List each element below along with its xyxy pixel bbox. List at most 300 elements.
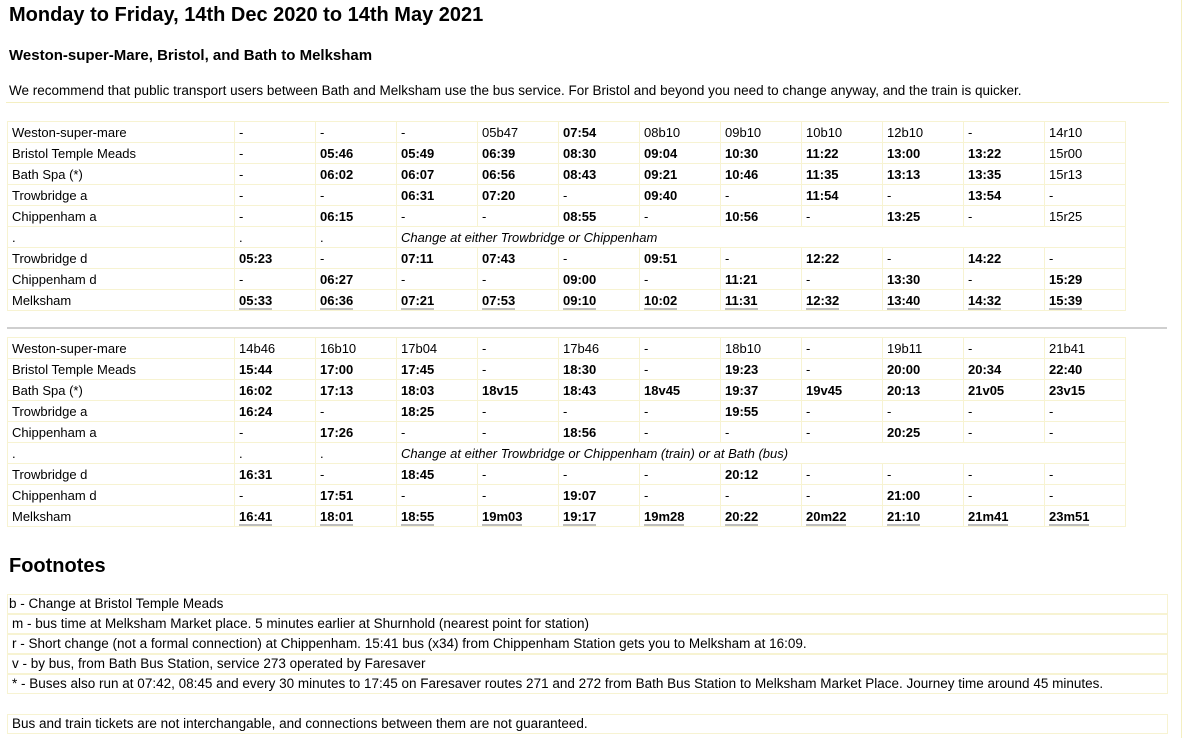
time-value: - xyxy=(239,424,244,440)
time-cell xyxy=(721,359,802,380)
time-value: 05:46 xyxy=(320,145,354,161)
time-cell xyxy=(883,485,964,506)
time-value: - xyxy=(1049,403,1054,419)
time-value: 11:22 xyxy=(806,145,839,161)
time-cell xyxy=(883,122,964,143)
time-value: - xyxy=(239,208,244,224)
intro-text: We recommend that public transport users between Bath and Melksham use the bus service. For Bristol and beyond you need to change anyway, and the train is quicker. xyxy=(9,83,1022,98)
divider xyxy=(6,102,1169,103)
time-cell xyxy=(964,164,1045,185)
time-cell xyxy=(883,248,964,269)
time-cell xyxy=(1045,485,1126,506)
time-value: 05:33 xyxy=(239,292,273,308)
time-cell xyxy=(721,248,802,269)
time-value: - xyxy=(968,124,973,140)
time-cell xyxy=(559,485,640,506)
time-cell xyxy=(964,122,1045,143)
table-row xyxy=(8,269,1126,290)
time-value: 20:34 xyxy=(968,361,1002,377)
time-value: - xyxy=(239,124,244,140)
time-cell xyxy=(235,122,316,143)
time-value: - xyxy=(968,466,973,482)
time-cell xyxy=(559,248,640,269)
time-cell xyxy=(235,401,316,422)
time-value: 21b41 xyxy=(1049,340,1086,356)
time-cell xyxy=(964,338,1045,359)
time-cell xyxy=(964,269,1045,290)
table-row xyxy=(8,206,1126,227)
time-cell xyxy=(964,506,1045,527)
time-cell xyxy=(235,290,316,311)
time-cell xyxy=(802,422,883,443)
time-value: - xyxy=(887,403,892,419)
time-value: 06:39 xyxy=(482,145,516,161)
time-value: 06:15 xyxy=(320,208,354,224)
time-value: 23m51 xyxy=(1049,508,1090,524)
time-value: 18:55 xyxy=(401,508,435,524)
time-cell xyxy=(883,206,964,227)
time-cell xyxy=(235,206,316,227)
time-value: - xyxy=(725,187,730,203)
time-cell xyxy=(397,422,478,443)
time-value: 20:00 xyxy=(887,361,921,377)
time-value: 05:23 xyxy=(239,250,273,266)
time-cell xyxy=(883,290,964,311)
time-cell xyxy=(802,359,883,380)
time-cell xyxy=(1045,464,1126,485)
time-value: 21:10 xyxy=(887,508,921,524)
time-value: 18:25 xyxy=(401,403,435,419)
time-cell xyxy=(802,338,883,359)
time-value: 18:56 xyxy=(563,424,597,440)
time-cell xyxy=(1045,269,1126,290)
table-row xyxy=(8,380,1126,401)
time-value: 13:35 xyxy=(968,166,1002,182)
time-cell xyxy=(1045,359,1126,380)
time-value: - xyxy=(644,208,649,224)
time-cell xyxy=(316,422,397,443)
time-cell xyxy=(316,290,397,311)
time-value: 21:00 xyxy=(887,487,921,503)
time-cell xyxy=(235,485,316,506)
time-value: - xyxy=(401,208,406,224)
time-cell xyxy=(1045,206,1126,227)
time-value: - xyxy=(482,466,487,482)
time-cell xyxy=(316,485,397,506)
time-value: 16b10 xyxy=(320,340,357,356)
time-value: 19m03 xyxy=(482,508,523,524)
table-row xyxy=(8,485,1126,506)
time-cell xyxy=(478,122,559,143)
time-cell xyxy=(883,401,964,422)
time-value: 11:54 xyxy=(806,187,839,203)
table-row xyxy=(8,185,1126,206)
station-name: Chippenham a xyxy=(8,422,235,443)
time-value: 18v15 xyxy=(482,382,519,398)
time-cell xyxy=(235,464,316,485)
time-value: - xyxy=(725,487,730,503)
time-cell xyxy=(559,269,640,290)
station-name: Bath Spa (*) xyxy=(8,164,235,185)
time-value: 15r25 xyxy=(1049,208,1083,224)
time-cell xyxy=(802,143,883,164)
time-value: 18v45 xyxy=(644,382,681,398)
time-cell xyxy=(316,164,397,185)
time-cell xyxy=(640,248,721,269)
time-value: - xyxy=(644,424,649,440)
table-row xyxy=(8,464,1126,485)
station-name: Melksham xyxy=(8,290,235,311)
time-cell xyxy=(721,464,802,485)
time-cell xyxy=(397,485,478,506)
time-cell xyxy=(721,485,802,506)
time-cell xyxy=(721,164,802,185)
time-value: - xyxy=(563,250,568,266)
time-cell xyxy=(559,185,640,206)
time-cell xyxy=(964,401,1045,422)
table-row xyxy=(8,506,1126,527)
time-cell xyxy=(802,122,883,143)
time-value: - xyxy=(239,271,244,287)
time-value: - xyxy=(482,487,487,503)
time-cell xyxy=(235,143,316,164)
time-value: - xyxy=(725,424,730,440)
time-cell xyxy=(397,338,478,359)
time-cell xyxy=(640,485,721,506)
time-value: - xyxy=(806,424,811,440)
time-cell xyxy=(397,269,478,290)
time-cell xyxy=(559,359,640,380)
time-cell xyxy=(316,248,397,269)
disclaimer: Bus and train tickets are not interchangable, and connections between them are not guaranteed. xyxy=(12,716,588,731)
time-value: - xyxy=(563,403,568,419)
time-cell xyxy=(802,164,883,185)
time-cell xyxy=(721,206,802,227)
time-value: - xyxy=(320,187,325,203)
page-title: Monday to Friday, 14th Dec 2020 to 14th May 2021 xyxy=(9,4,484,26)
time-value: 07:11 xyxy=(401,250,434,266)
time-value: 17:00 xyxy=(320,361,354,377)
time-value: - xyxy=(968,208,973,224)
time-cell xyxy=(397,185,478,206)
row-dot: . xyxy=(316,227,397,248)
time-cell xyxy=(559,422,640,443)
time-value: 08b10 xyxy=(644,124,681,140)
station-name: Trowbridge d xyxy=(8,248,235,269)
time-cell xyxy=(1045,422,1126,443)
time-cell xyxy=(397,143,478,164)
time-value: - xyxy=(806,487,811,503)
time-value: - xyxy=(401,124,406,140)
time-value: 16:24 xyxy=(239,403,273,419)
change-note: Change at either Trowbridge or Chippenham (train) or at Bath (bus) xyxy=(397,443,1126,464)
time-cell xyxy=(235,338,316,359)
time-value: - xyxy=(887,250,892,266)
station-name: Weston-super-mare xyxy=(8,122,235,143)
time-value: 18:30 xyxy=(563,361,597,377)
station-name: Bristol Temple Meads xyxy=(8,143,235,164)
time-cell xyxy=(964,143,1045,164)
time-cell xyxy=(802,206,883,227)
time-cell xyxy=(640,359,721,380)
timetable-morning xyxy=(7,121,1126,311)
time-cell xyxy=(721,506,802,527)
timetable-afternoon xyxy=(7,337,1126,527)
row-dot: . xyxy=(316,443,397,464)
time-cell xyxy=(559,143,640,164)
time-value: - xyxy=(806,340,811,356)
time-value: 11:21 xyxy=(725,271,758,287)
time-value: 17b46 xyxy=(563,340,600,356)
time-value: 15:29 xyxy=(1049,271,1083,287)
time-value: 18:43 xyxy=(563,382,597,398)
time-cell xyxy=(1045,122,1126,143)
time-cell xyxy=(397,359,478,380)
time-value: 15r13 xyxy=(1049,166,1083,182)
time-value: - xyxy=(239,166,244,182)
time-value: 19m28 xyxy=(644,508,685,524)
time-value: - xyxy=(968,271,973,287)
time-cell xyxy=(478,248,559,269)
time-cell xyxy=(721,122,802,143)
footnote-m: m - bus time at Melksham Market place. 5 minutes earlier at Shurnhold (nearest point for station) xyxy=(12,616,589,631)
time-value: 05b47 xyxy=(482,124,519,140)
time-value: 19:23 xyxy=(725,361,759,377)
time-value: - xyxy=(1049,487,1054,503)
time-value: 07:53 xyxy=(482,292,516,308)
time-cell xyxy=(640,464,721,485)
time-value: 09b10 xyxy=(725,124,762,140)
time-cell xyxy=(640,338,721,359)
time-cell xyxy=(478,380,559,401)
time-cell xyxy=(478,338,559,359)
time-value: - xyxy=(644,466,649,482)
time-cell xyxy=(640,122,721,143)
section-separator xyxy=(7,327,1167,329)
time-cell xyxy=(1045,338,1126,359)
table-row xyxy=(8,338,1126,359)
time-cell xyxy=(883,506,964,527)
time-cell xyxy=(802,269,883,290)
time-value: 20:12 xyxy=(725,466,759,482)
footnote-star: * - Buses also run at 07:42, 08:45 and every 30 minutes to 17:45 on Faresaver routes 271 and 272 from Bath Bus Station to Melksham Market Place. Journey time around 45 minutes. xyxy=(12,676,1104,691)
time-value: 10:02 xyxy=(644,292,678,308)
time-value: - xyxy=(563,187,568,203)
time-cell xyxy=(235,359,316,380)
time-value: 12:22 xyxy=(806,250,840,266)
time-value: 09:10 xyxy=(563,292,597,308)
time-value: 18:01 xyxy=(320,508,354,524)
time-value: - xyxy=(401,271,406,287)
time-value: - xyxy=(806,208,811,224)
table-row xyxy=(8,164,1126,185)
time-value: 16:02 xyxy=(239,382,273,398)
time-cell xyxy=(235,164,316,185)
time-cell xyxy=(559,122,640,143)
time-cell xyxy=(721,380,802,401)
time-value: - xyxy=(401,487,406,503)
time-value: 09:04 xyxy=(644,145,678,161)
time-cell xyxy=(802,485,883,506)
time-value: 15r00 xyxy=(1049,145,1083,161)
time-value: 20:22 xyxy=(725,508,759,524)
time-value: 14:32 xyxy=(968,292,1002,308)
time-value: - xyxy=(482,208,487,224)
time-cell xyxy=(721,401,802,422)
time-value: 19:17 xyxy=(563,508,597,524)
time-value: 06:56 xyxy=(482,166,516,182)
time-cell xyxy=(478,206,559,227)
station-name: Chippenham a xyxy=(8,206,235,227)
time-value: 19:37 xyxy=(725,382,759,398)
time-cell xyxy=(559,206,640,227)
time-value: - xyxy=(806,271,811,287)
time-value: - xyxy=(482,361,487,377)
time-value: 16:41 xyxy=(239,508,273,524)
station-name: Bristol Temple Meads xyxy=(8,359,235,380)
time-value: 13:22 xyxy=(968,145,1002,161)
time-cell xyxy=(883,380,964,401)
time-cell xyxy=(721,290,802,311)
time-cell xyxy=(397,380,478,401)
time-value: 19:07 xyxy=(563,487,597,503)
time-value: - xyxy=(320,403,325,419)
time-value: 14:22 xyxy=(968,250,1002,266)
time-cell xyxy=(640,380,721,401)
time-cell xyxy=(397,506,478,527)
time-value: - xyxy=(1049,424,1054,440)
time-value: - xyxy=(401,424,406,440)
time-value: - xyxy=(1049,466,1054,482)
time-cell xyxy=(802,380,883,401)
time-value: - xyxy=(482,340,487,356)
time-cell xyxy=(1045,143,1126,164)
time-cell xyxy=(640,164,721,185)
time-value: 07:43 xyxy=(482,250,516,266)
time-value: - xyxy=(482,271,487,287)
time-cell xyxy=(235,506,316,527)
time-value: - xyxy=(320,124,325,140)
time-cell xyxy=(640,290,721,311)
time-value: 20m22 xyxy=(806,508,847,524)
time-value: 14r10 xyxy=(1049,124,1083,140)
time-value: 08:43 xyxy=(563,166,597,182)
time-cell xyxy=(478,401,559,422)
time-cell xyxy=(316,206,397,227)
time-cell xyxy=(316,269,397,290)
time-value: - xyxy=(806,466,811,482)
footnote-v: v - by bus, from Bath Bus Station, service 273 operated by Faresaver xyxy=(12,656,426,671)
time-value: 11:31 xyxy=(725,292,758,308)
time-cell xyxy=(478,290,559,311)
time-value: 13:25 xyxy=(887,208,921,224)
time-cell xyxy=(964,185,1045,206)
time-cell xyxy=(316,359,397,380)
time-value: 19:55 xyxy=(725,403,759,419)
route-subtitle: Weston-super-Mare, Bristol, and Bath to Melksham xyxy=(9,47,373,64)
table-row xyxy=(8,290,1126,311)
time-cell xyxy=(478,269,559,290)
time-value: 13:13 xyxy=(887,166,921,182)
time-cell xyxy=(883,185,964,206)
time-value: 19b11 xyxy=(887,340,923,356)
time-cell xyxy=(316,338,397,359)
time-cell xyxy=(640,143,721,164)
footnote-r: r - Short change (not a formal connection) at Chippenham. 15:41 bus (x34) from Chippenham Station gets you to Melksham at 16:09. xyxy=(12,636,807,651)
table-row xyxy=(8,422,1126,443)
time-cell xyxy=(478,422,559,443)
time-cell xyxy=(802,185,883,206)
time-value: 17:13 xyxy=(320,382,354,398)
time-cell xyxy=(478,506,559,527)
time-value: - xyxy=(644,403,649,419)
time-cell xyxy=(397,248,478,269)
table-row xyxy=(8,143,1126,164)
time-cell xyxy=(1045,185,1126,206)
time-value: 06:36 xyxy=(320,292,354,308)
station-name: Weston-super-mare xyxy=(8,338,235,359)
time-cell xyxy=(640,269,721,290)
table-row xyxy=(8,359,1126,380)
time-cell xyxy=(478,185,559,206)
time-value: - xyxy=(1049,250,1054,266)
time-cell xyxy=(235,380,316,401)
time-cell xyxy=(478,164,559,185)
time-value: 07:54 xyxy=(563,124,597,140)
time-value: - xyxy=(482,424,487,440)
time-cell xyxy=(883,422,964,443)
time-value: - xyxy=(320,250,325,266)
time-value: 06:31 xyxy=(401,187,435,203)
time-cell xyxy=(559,401,640,422)
time-cell xyxy=(802,248,883,269)
time-cell xyxy=(397,290,478,311)
time-cell xyxy=(721,143,802,164)
time-value: 09:40 xyxy=(644,187,678,203)
time-value: 13:40 xyxy=(887,292,921,308)
time-cell xyxy=(316,464,397,485)
time-cell xyxy=(235,185,316,206)
time-value: 17:51 xyxy=(320,487,354,503)
time-cell xyxy=(397,164,478,185)
time-cell xyxy=(721,269,802,290)
time-cell xyxy=(478,359,559,380)
time-value: - xyxy=(239,145,244,161)
time-value: 15:44 xyxy=(239,361,273,377)
time-value: 17:26 xyxy=(320,424,354,440)
time-cell xyxy=(316,380,397,401)
time-value: 18:45 xyxy=(401,466,435,482)
time-value: 13:00 xyxy=(887,145,921,161)
time-cell xyxy=(559,380,640,401)
time-value: 23v15 xyxy=(1049,382,1086,398)
time-value: - xyxy=(644,361,649,377)
time-value: 09:21 xyxy=(644,166,678,182)
time-cell xyxy=(964,485,1045,506)
time-cell xyxy=(397,464,478,485)
row-dot: . xyxy=(8,227,235,248)
station-name: Melksham xyxy=(8,506,235,527)
time-value: 16:31 xyxy=(239,466,273,482)
time-cell xyxy=(883,338,964,359)
time-cell xyxy=(478,143,559,164)
time-value: 09:00 xyxy=(563,271,597,287)
footnote-b: b - Change at Bristol Temple Meads xyxy=(9,596,224,611)
table-row xyxy=(8,122,1126,143)
time-value: - xyxy=(563,466,568,482)
time-cell xyxy=(640,185,721,206)
time-cell xyxy=(1045,164,1126,185)
